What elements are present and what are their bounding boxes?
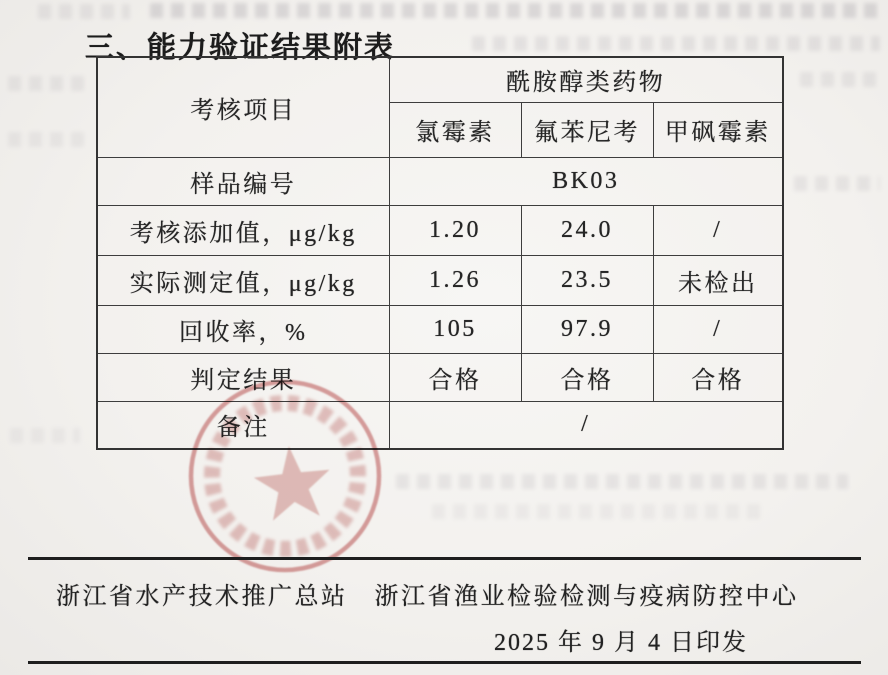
bleedthrough-text	[396, 474, 848, 489]
bleedthrough-text	[8, 132, 84, 147]
recovery-chloramphenicol: 105	[389, 305, 521, 353]
bleedthrough-text	[800, 72, 882, 87]
spiked-value-thiamphenicol: /	[653, 205, 783, 255]
corner-header-cell: 考核项目	[97, 57, 389, 157]
judgment-florfenicol: 合格	[521, 353, 653, 401]
col-header-chloramphenicol: 氯霉素	[389, 102, 521, 157]
remarks-value: /	[389, 401, 783, 449]
bleedthrough-text	[794, 176, 880, 191]
row-label-recovery-rate: 回收率，%	[97, 305, 389, 353]
col-header-florfenicol: 氟苯尼考	[521, 102, 653, 157]
recovery-thiamphenicol: /	[653, 305, 783, 353]
judgment-thiamphenicol: 合格	[653, 353, 783, 401]
drug-class-header-cell: 酰胺醇类药物	[389, 57, 783, 102]
footer-rule-bottom	[28, 661, 861, 664]
row-label-sample-id: 样品编号	[97, 157, 389, 205]
footer-org-left: 浙江省水产技术推广总站	[56, 584, 348, 610]
results-table	[96, 56, 784, 450]
measured-value-chloramphenicol: 1.26	[389, 255, 521, 305]
bleedthrough-text	[432, 504, 762, 519]
measured-value-thiamphenicol: 未检出	[653, 255, 783, 305]
bleedthrough-text	[472, 36, 880, 51]
bleedthrough-text	[10, 428, 80, 443]
spiked-value-florfenicol: 24.0	[521, 205, 653, 255]
judgment-chloramphenicol: 合格	[389, 353, 521, 401]
footer-rule-top	[28, 557, 861, 560]
page-title: 三、能力验证结果附表	[85, 32, 396, 64]
row-label-judgment: 判定结果	[97, 353, 389, 401]
bleedthrough-text	[150, 3, 880, 18]
bleedthrough-text	[38, 4, 130, 19]
footer-issue-date: 2025 年 9 月 4 日印发	[494, 630, 748, 656]
col-header-thiamphenicol: 甲砜霉素	[653, 102, 783, 157]
sample-id-value: BK03	[389, 157, 783, 205]
spiked-value-chloramphenicol: 1.20	[389, 205, 521, 255]
bleedthrough-text	[8, 76, 88, 91]
row-label-remarks: 备注	[97, 401, 389, 449]
footer-issuing-orgs	[56, 576, 799, 611]
row-label-spiked-value: 考核添加值，μg/kg	[97, 205, 389, 255]
row-label-measured-value: 实际测定值，μg/kg	[97, 255, 389, 305]
footer-org-right: 浙江省渔业检验检测与疫病防控中心	[374, 584, 799, 610]
star-icon	[251, 442, 334, 522]
measured-value-florfenicol: 23.5	[521, 255, 653, 305]
recovery-florfenicol: 97.9	[521, 305, 653, 353]
